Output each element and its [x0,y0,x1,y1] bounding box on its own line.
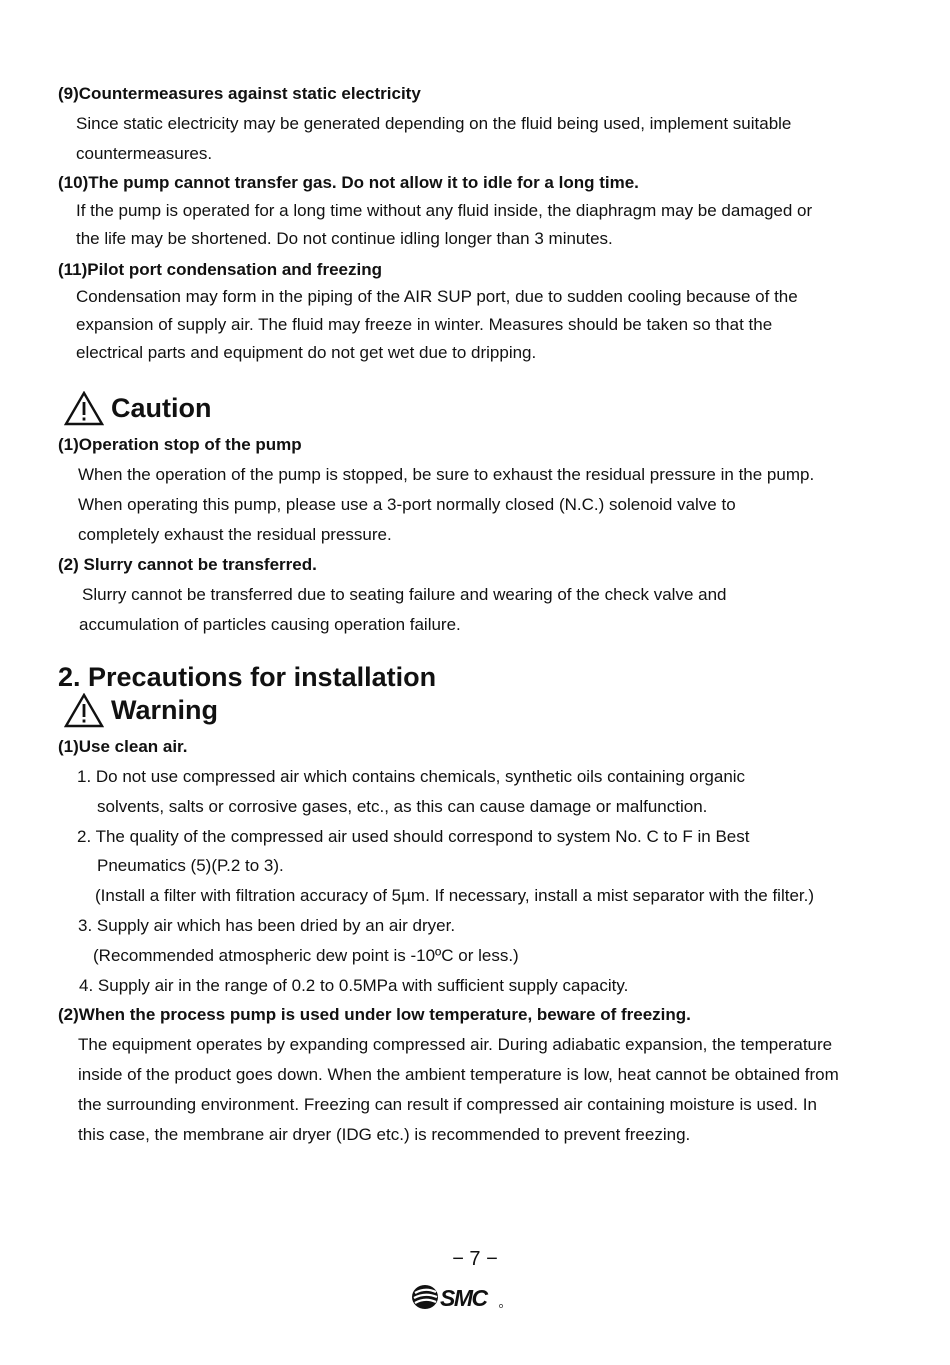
warning-1-title: (1)Use clean air. [58,737,188,756]
smc-logo-text: SMC [440,1285,487,1311]
warning-2-line-2: inside of the product goes down. When the ambient temperature is low, heat cannot be obtained from [78,1065,839,1084]
warning-heading: Warning [111,695,218,725]
caution-heading: Caution [111,393,212,423]
s9-title: (9)Countermeasures against static electricity [58,84,421,103]
caution-2-line-1: Slurry cannot be transferred due to seating failure and wearing of the check valve and [82,585,727,604]
s11-title: (11)Pilot port condensation and freezing [58,260,382,279]
warning-1-item-4: 4. Supply air in the range of 0.2 to 0.5MPa with sufficient supply capacity. [79,976,629,995]
warning-2-line-3: the surrounding environment. Freezing can result if compressed air containing moisture is used. In [78,1095,817,1114]
s9-line-2: countermeasures. [76,144,213,163]
caution-2-title: (2) Slurry cannot be transferred. [58,555,317,574]
caution-1-line-2: When operating this pump, please use a 3-port normally closed (N.C.) solenoid valve to [78,495,736,514]
s11-line-3: electrical parts and equipment do not get wet due to dripping. [76,343,537,362]
section-2-heading: 2. Precautions for installation [58,662,437,692]
s10-line-1: If the pump is operated for a long time without any fluid inside, the diaphragm may be damaged or [76,201,813,220]
smc-logo-mark [412,1285,438,1309]
warning-1-item-1: 1. Do not use compressed air which contains chemicals, synthetic oils containing organic [77,767,746,786]
warning-1-item-2-note: (Install a filter with filtration accuracy of 5µm. If necessary, install a mist separator with the filter.) [95,886,815,905]
caution-2-line-2: accumulation of particles causing operation failure. [79,615,461,634]
caution-1-line-3: completely exhaust the residual pressure. [78,525,392,544]
warning-2-line-1: The equipment operates by expanding compressed air. During adiabatic expansion, the temperature [78,1035,833,1054]
warning-1-item-1-cont: solvents, salts or corrosive gases, etc., as this can cause damage or malfunction. [97,797,708,816]
smc-logo [411,1283,505,1311]
warning-1-item-2-cont: Pneumatics (5)(P.2 to 3). [97,856,284,875]
page-number: − 7 − [452,1248,498,1270]
warning-1-item-2: 2. The quality of the compressed air used should correspond to system No. C to F in Best [77,827,750,846]
warning-triangle-icon [64,693,104,728]
warning-1-item-3-note: (Recommended atmospheric dew point is -10ºC or less.) [93,946,519,965]
warning-2-line-4: this case, the membrane air dryer (IDG etc.) is recommended to prevent freezing. [78,1125,691,1144]
s11-line-1: Condensation may form in the piping of the AIR SUP port, due to sudden cooling because of the [76,287,798,306]
s9-line-1: Since static electricity may be generated depending on the fluid being used, implement suitable [76,114,792,133]
caution-1-line-1: When the operation of the pump is stopped, be sure to exhaust the residual pressure in the pump. [78,465,815,484]
s10-line-2: the life may be shortened. Do not continue idling longer than 3 minutes. [76,229,613,248]
warning-triangle-icon [64,391,104,426]
warning-2-title: (2)When the process pump is used under low temperature, beware of freezing. [58,1005,691,1024]
s10-title: (10)The pump cannot transfer gas. Do not allow it to idle for a long time. [58,173,639,192]
caution-1-title: (1)Operation stop of the pump [58,435,302,454]
warning-1-item-3: 3. Supply air which has been dried by an air dryer. [78,916,456,935]
s11-line-2: expansion of supply air. The fluid may freeze in winter. Measures should be taken so that the [76,315,773,334]
